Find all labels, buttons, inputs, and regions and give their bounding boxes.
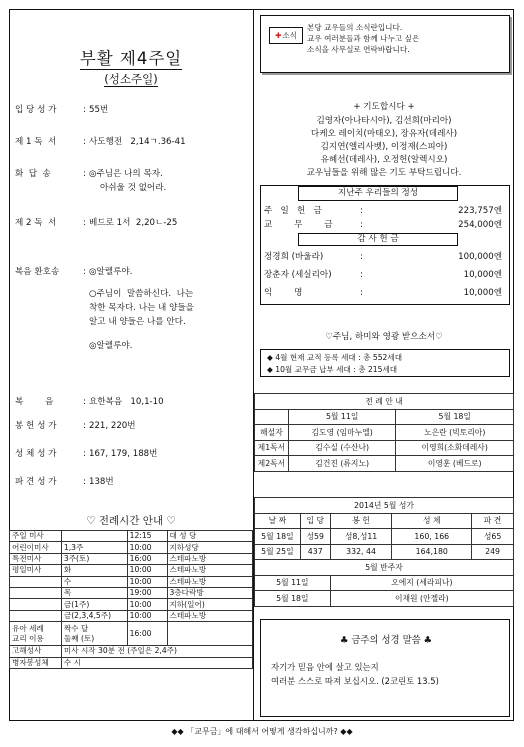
table-row: 수 10:00 스테파노방	[10, 576, 253, 587]
blessing-line: ♡주님, 하미와 영광 받으소서♡	[325, 332, 443, 342]
first-reading-row: 제 1 독 서 : 사도행전 2,14ㄱ.36-41	[15, 137, 186, 147]
notice-text: 본당 교우들의 소식란입니다. 교우 여러분들과 함께 나누고 싶은 소식을 사무실로 연락바랍니다.	[307, 23, 420, 54]
thanks-offering-row: 익 명 : 10,000엔	[264, 288, 502, 298]
weekly-verse-box	[260, 619, 510, 717]
right-column	[254, 9, 514, 721]
table-row: 전 례 안 내	[255, 394, 514, 410]
psalm-row: 화 답 송 : ◎주님은 나의 목자. 아쉬울 것 없어라.	[15, 169, 167, 193]
left-column	[9, 9, 253, 721]
table-row: 금(2,3,4,5주) 10:00 스테파노방	[10, 610, 253, 621]
prayer-line: 김영자(아나타시아), 김선희(마리아)	[316, 116, 452, 126]
table-row: 2014년 5월 성가	[255, 498, 514, 514]
mass-schedule-table	[9, 530, 253, 669]
verse-heading: ♣ 금주의 성경 말씀 ♣	[339, 635, 433, 646]
sunday-offering-row: 주 일 헌 금 : 223,757엔	[264, 206, 502, 216]
news-logo: ✚ 소식	[269, 27, 303, 44]
table-row: 유아 세례 교리 이용 짝수 달 둘째 (토) 16:00	[10, 622, 253, 646]
prayer-line: 유혜선(데레사), 오정헌(알렉시오)	[320, 155, 448, 165]
table-row: 제2독서 김건진 (류지노) 이영훈 (베드로)	[255, 456, 514, 472]
thanks-offering-row: 장춘자 (세실리아) : 10,000엔	[264, 270, 502, 280]
entrance-hymn-row: 입 당 성 가 : 55번	[15, 105, 109, 115]
thanks-offering-heading: 감 사 헌 금	[298, 233, 458, 246]
table-row: 5월 11일 5월 18일	[255, 409, 514, 425]
table-row: 특전미사 3주(토) 16:00 스테파노방	[10, 553, 253, 564]
prayer-line: 다케오 레이치(마태오), 장유자(데레사)	[310, 129, 458, 139]
table-row: 어린이미사 1,3주 10:00 지하성당	[10, 542, 253, 553]
table-row: 날 짜 입 당 봉 헌 성 체 파 견	[255, 513, 514, 529]
table-row: 5월 25일 437 332, 44 164,180 249	[255, 544, 514, 560]
page-subtitle: (성소주일)	[104, 72, 158, 86]
liturgy-table	[254, 393, 514, 472]
notice-box	[260, 15, 510, 73]
table-row: 5월 반주자	[255, 560, 514, 576]
table-row: 제1독서 김수실 (수산나) 이영희(소화데레사)	[255, 440, 514, 456]
page-title: 부활 제4주일	[79, 49, 183, 68]
gospel-acclamation-end: ◎알렐루야.	[89, 341, 133, 351]
offertory-hymn-row: 봉 헌 성 가 : 221, 220번	[15, 421, 136, 431]
table-row: 평일미사 화 10:00 스테파노방	[10, 565, 253, 576]
prayer-heading: + 기도합시다 +	[353, 102, 415, 112]
table-row: 고해성사 미사 시작 30분 전 (주일은 2,4주)	[10, 646, 253, 657]
table-row: 5월 18일 성59 성8,성11 160, 166 성65	[255, 529, 514, 545]
thanks-offering-row: 정경희 (바울라) : 100,000엔	[264, 252, 502, 262]
second-reading-row: 제 2 독 서 : 베드로 1서 2,20ㄴ-25	[15, 218, 178, 228]
table-row: 금(1주) 10:00 지하(일어)	[10, 599, 253, 610]
table-row: 주일 미사 12:15 대 성 당	[10, 531, 253, 542]
prayer-line: 교우님들을 위해 많은 기도 부탁드립니다.	[306, 168, 462, 178]
communion-hymn-row: 성 체 성 가 : 167, 179, 188번	[15, 449, 158, 459]
verse-text: 자기가 믿음 안에 살고 있는지 여러분 스스로 따져 보십시오. (2코린토 13.5)	[271, 662, 439, 686]
footer-question: ◆◆ 「교무금」에 대해서 어떻게 생각하십니까? ◆◆	[171, 727, 353, 736]
parish-stats-box: ◆ 4월 현재 교적 등록 세대 : 총 552세대 ◆ 10월 교무금 납부 세대 : 총 215세대	[260, 349, 510, 377]
table-row: 5월 11일 오에지 (세라피나)	[255, 575, 514, 591]
table-row: 해설자 김도영 (임마누엘) 노은란 (빅토리아)	[255, 425, 514, 441]
gospel-acclamation-verse: ○주님이 말씀하신다. 나는 착한 목자다. 나는 내 양들을 알고 내 양들은 나를 안다.	[89, 289, 194, 327]
schedule-heading: ♡ 전례시간 안내 ♡	[86, 515, 176, 527]
monthly-hymns-table	[254, 497, 514, 607]
gospel-row: 복 음 : 요한복음 10,1-10	[15, 397, 164, 407]
recessional-hymn-row: 파 견 성 가 : 138번	[15, 477, 114, 487]
table-row: 5월 18일 이재원 (안젤라)	[255, 591, 514, 607]
table-row: 목 19:00 3층다락방	[10, 587, 253, 598]
table-row: 병자봉성체 수 시	[10, 657, 253, 668]
church-dues-row: 교 무 금 : 254,000엔	[264, 220, 502, 230]
prayer-line: 김지연(엘리사벳), 이정재(스피아)	[320, 142, 448, 152]
gospel-acclamation-row: 복음 환호송 : ◎알렐루야.	[15, 267, 133, 277]
offering-heading: 지난주 우리들의 정성	[298, 186, 458, 201]
